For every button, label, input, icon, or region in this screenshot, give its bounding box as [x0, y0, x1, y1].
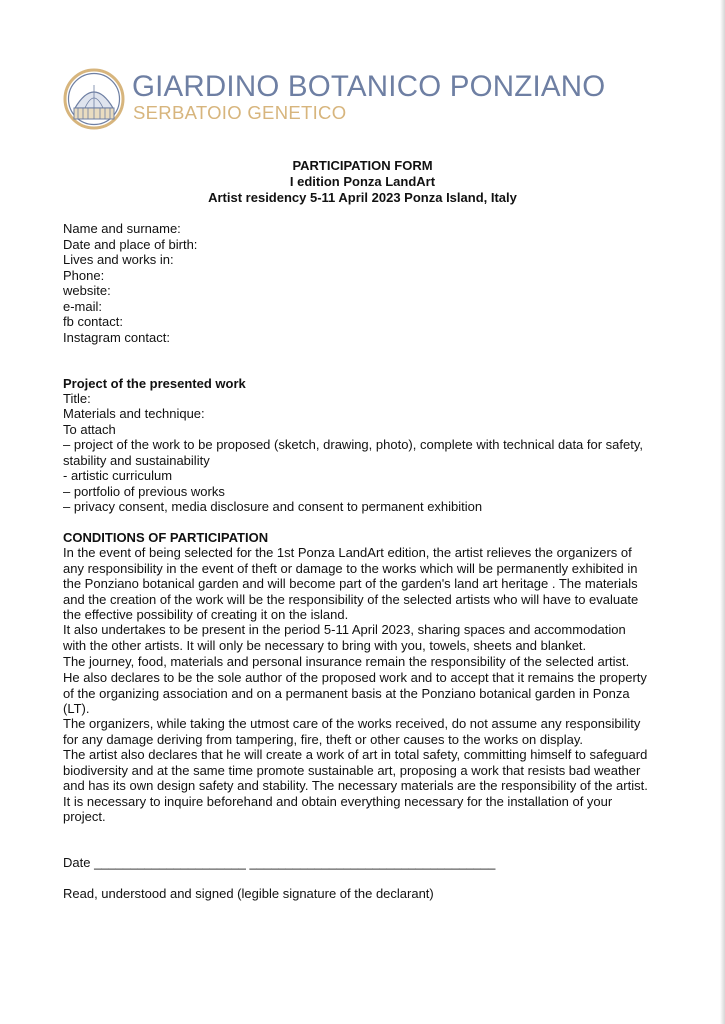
- logo-title: GIARDINO BOTANICO PONZIANO: [132, 70, 606, 103]
- conditions-line: project.: [63, 809, 106, 824]
- conditions-line: (LT).: [63, 701, 90, 716]
- conditions-line: and the creation of the work will be the responsibility of the selected artists who will have to evaluate: [63, 592, 639, 607]
- residency-line: Artist residency 5-11 April 2023 Ponza Island, Italy: [208, 190, 517, 205]
- project-heading: Project of the presented work: [63, 376, 246, 391]
- conditions-line: any responsibility in the event of theft or damage to the works which will be permanently exhibited in: [63, 561, 638, 576]
- form-title: PARTICIPATION FORM: [292, 158, 433, 173]
- project-line: – privacy consent, media disclosure and consent to permanent exhibition: [63, 499, 483, 514]
- project-line: Title:: [63, 391, 91, 406]
- conditions-line: for any damage deriving from tampering, fire, theft or other causes to the works on display.: [63, 732, 584, 747]
- logo-subtitle: SERBATOIO GENETICO: [133, 102, 347, 123]
- conditions-line: of the organizing association and on a permanent basis at the Ponziano botanical garden in Ponza: [63, 686, 630, 701]
- field-birth: Date and place of birth:: [63, 237, 198, 252]
- conditions-line: In the event of being selected for the 1st Ponza LandArt edition, the artist relieves the organizers of: [63, 545, 632, 560]
- project-line: – portfolio of previous works: [63, 484, 225, 499]
- date-line: Date _____________________ __________________________________: [63, 855, 496, 870]
- page-edge-shadow: [720, 0, 725, 1024]
- conditions-line: The journey, food, materials and personal insurance remain the responsibility of the selected artist.: [63, 654, 630, 669]
- conditions-line: The organizers, while taking the utmost care of the works received, do not assume any responsibility: [63, 716, 641, 731]
- greenhouse-logo-icon: [63, 68, 125, 130]
- conditions-heading: CONDITIONS OF PARTICIPATION: [63, 530, 269, 545]
- conditions-line: the effective possibility of creating it on the island.: [63, 607, 349, 622]
- project-line: Materials and technique:: [63, 406, 205, 421]
- field-name: Name and surname:: [63, 221, 181, 236]
- field-phone: Phone:: [63, 268, 105, 283]
- project-line: stability and sustainability: [63, 453, 210, 468]
- conditions-line: It also undertakes to be present in the period 5-11 April 2023, sharing spaces and accommodation: [63, 622, 626, 637]
- conditions-line: It is necessary to inquire beforehand and obtain everything necessary for the installation of your: [63, 794, 613, 809]
- project-line: - artistic curriculum: [63, 468, 173, 483]
- conditions-line: the Ponziano botanical garden and will become part of the garden's land art heritage . The materials: [63, 576, 638, 591]
- conditions-line: The artist also declares that he will create a work of art in total safety, committing himself to safeguard: [63, 747, 648, 762]
- field-instagram: Instagram contact:: [63, 330, 170, 345]
- edition-line: I edition Ponza LandArt: [289, 174, 436, 189]
- field-fb: fb contact:: [63, 314, 123, 329]
- logo: [63, 68, 606, 138]
- project-line: To attach: [63, 422, 116, 437]
- conditions-line: and has its own design safety and stability. The necessary materials are the responsibility of the artist.: [63, 778, 648, 793]
- conditions-line: He also declares to be the sole author of the proposed work and to accept that it remains the property: [63, 670, 647, 685]
- conditions-line: biodiversity and at the same time promote sustainable art, proposing a work that resists bad weather: [63, 763, 641, 778]
- field-lives: Lives and works in:: [63, 252, 174, 267]
- project-line: – project of the work to be proposed (sketch, drawing, photo), complete with technical data for safety,: [63, 437, 644, 452]
- field-website: website:: [63, 283, 111, 298]
- field-email: e-mail:: [63, 299, 103, 314]
- conditions-line: with the other artists. It will only be necessary to bring with you, towels, sheets and blanket.: [63, 638, 587, 653]
- signature-declaration: Read, understood and signed (legible signature of the declarant): [63, 886, 434, 901]
